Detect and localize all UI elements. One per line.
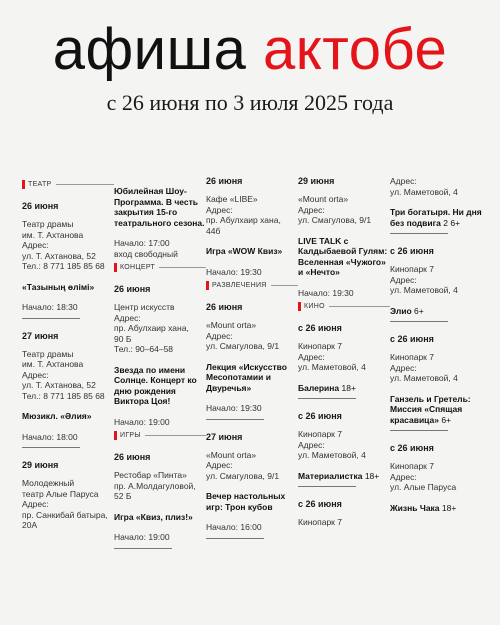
venue-line: Кинопарк 7: [390, 264, 434, 274]
event-title: [114, 186, 206, 228]
entry-separator: [22, 447, 80, 448]
category-marker-icon: [206, 281, 209, 290]
venue-line: им. Т. Ахтанова: [22, 229, 84, 240]
event-date: с 26 июня: [390, 334, 434, 344]
event-title: [390, 503, 482, 514]
event-title-text: Игра «WOW Квиз»: [206, 246, 283, 256]
event-title-text: Жизнь Чака: [390, 502, 440, 513]
venue-line: Тел.: 8 771 185 85 68: [22, 390, 105, 401]
event-date: 26 июня: [206, 176, 243, 186]
event-title: [206, 362, 298, 394]
event-title: [114, 365, 206, 407]
venue-line: 90 Б: [114, 333, 132, 344]
entry-separator: [298, 398, 356, 399]
venue-line: им. Т. Ахтанова: [22, 359, 84, 369]
venue-line: ул. Смагулова, 9/1: [298, 215, 372, 225]
event-title-text: Три богатыря. Ни дня без подвига: [390, 207, 482, 228]
event-title: [206, 246, 298, 257]
venue-line: Адрес:: [22, 499, 49, 509]
venue-line: Адрес:: [390, 471, 417, 482]
venue-info: [22, 349, 114, 402]
venue-line: ул. Маметовой, 4: [390, 373, 458, 383]
venue-info: [206, 450, 298, 482]
venue-line: Кинопарк 7: [298, 429, 342, 439]
venue-line: Адрес:: [390, 362, 417, 373]
event-title: [390, 306, 482, 317]
category-marker-icon: [298, 302, 301, 311]
event-title: [22, 282, 114, 293]
entry-separator: [22, 318, 80, 319]
venue-line: Театр драмы: [22, 219, 74, 229]
event-title: [298, 471, 390, 482]
venue-info: [390, 461, 482, 493]
category-label: КОНЦЕРТ: [120, 263, 156, 271]
start-time: Начало: 18:00: [22, 431, 78, 442]
venue-line: ул. Смагулова, 9/1: [206, 470, 280, 481]
venue-info: [298, 194, 390, 226]
entry-separator: [298, 486, 356, 487]
venue-line: Рестобар «Пинта»: [114, 470, 187, 480]
venue-line: 20А: [22, 520, 38, 530]
category-label: КИНО: [304, 302, 325, 310]
category-label: РАЗВЛЕЧЕНИЯ: [212, 281, 267, 289]
venue-line: Адрес:: [206, 460, 233, 470]
event-title-text: Мюзикл. «Әлия»: [22, 411, 92, 421]
venue-line: ул. Т. Ахтанова, 52: [22, 380, 96, 390]
venue-line: ул. Алые Паруса: [390, 482, 457, 492]
venue-info: [390, 352, 482, 384]
venue-line: вход свободный: [114, 248, 178, 259]
start-time: Начало: 16:00: [206, 522, 262, 532]
category-rule: [329, 306, 390, 307]
category-header: [114, 262, 206, 272]
category-label: ИГРЫ: [120, 431, 141, 439]
category-rule: [159, 267, 206, 268]
venue-info: [298, 341, 390, 373]
column-1: [22, 176, 114, 549]
entry-separator: [114, 548, 172, 549]
column-5: [390, 176, 482, 549]
venue-line: Адрес:: [22, 369, 49, 380]
venue-line: Кинопарк 7: [390, 352, 434, 362]
entry-separator: [206, 419, 264, 420]
age-rating: 2 6+: [440, 217, 461, 228]
venue-line: «Mount orta»: [298, 194, 349, 204]
start-time: Начало: 17:00: [114, 238, 170, 248]
event-date: 29 июня: [298, 176, 335, 186]
venue-line: пр. А.Молдагуловой,: [114, 480, 196, 491]
venue-line: Тел.: 8 771 185 85 68: [22, 261, 105, 271]
event-title: [206, 491, 298, 512]
start-time: Начало: 19:30: [206, 403, 262, 413]
venue-line: 52 Б: [114, 491, 132, 501]
event-title-text: Лекция «Искусство Месопотамии и Двуречья»: [206, 361, 287, 393]
date-range: с 26 июня по 3 июля 2025 года: [106, 90, 394, 115]
category-header: [22, 179, 114, 189]
venue-line: Кинопарк 7: [390, 461, 434, 471]
age-rating: 6+: [438, 414, 452, 425]
event-date: с 26 июня: [298, 499, 342, 509]
title-word-afisha: афиша: [52, 17, 247, 82]
venue-line: Театр драмы: [22, 348, 74, 359]
category-header: [298, 301, 390, 311]
venue-line: Адрес:: [298, 204, 325, 215]
event-title: [22, 411, 114, 422]
venue-line: Тел.: 90–64–58: [114, 344, 174, 354]
event-title: [390, 394, 482, 426]
venue-line: Центр искусств: [114, 302, 175, 312]
poster-title: [0, 18, 500, 82]
event-date: 26 июня: [114, 452, 151, 462]
age-rating: 18+: [439, 502, 457, 513]
venue-line: ул. Смагулова, 9/1: [206, 341, 280, 351]
venue-info: [390, 176, 482, 197]
category-marker-icon: [22, 180, 25, 189]
venue-line: Адрес:: [114, 312, 141, 323]
category-header: [206, 280, 298, 290]
venue-line: «Mount orta»: [206, 449, 257, 460]
event-title-text: Юбилейная Шоу-Программа. В честь закрытия 15-го театрального сезона.: [114, 186, 205, 228]
column-3: [206, 176, 298, 549]
start-time: Начало: 19:00: [114, 416, 170, 427]
venue-line: Адрес:: [22, 240, 49, 250]
event-date: 27 июня: [22, 330, 59, 341]
venue-line: «Mount orta»: [206, 320, 257, 330]
venue-line: Адрес:: [298, 351, 325, 362]
event-date: 26 июня: [206, 302, 243, 312]
event-title-text: Ганзель и Гретель: Миссия «Спящая красавица»: [390, 393, 471, 425]
event-title: [298, 383, 390, 394]
entry-separator: [390, 233, 448, 234]
event-title-text: Вечер настольных игр: Трон кубов: [206, 491, 286, 512]
event-date: с 26 июня: [390, 246, 434, 256]
event-date: с 26 июня: [298, 411, 342, 421]
venue-line: пр. Санкибай батыра,: [22, 509, 108, 520]
venue-info: [22, 478, 114, 531]
venue-line: ул. Маметовой, 4: [390, 285, 458, 295]
event-date: 29 июня: [22, 460, 59, 470]
entry-separator: [390, 430, 448, 431]
venue-line: Адрес:: [298, 439, 325, 450]
venue-line: Адрес:: [390, 274, 417, 285]
start-time: Начало: 18:30: [22, 302, 78, 312]
venue-line: 44б: [206, 225, 221, 236]
category-rule: [56, 184, 114, 185]
venue-line: пр. Абулхаир хана,: [206, 215, 281, 225]
event-title-text: Элио: [390, 305, 412, 316]
venue-info: [22, 219, 114, 272]
category-marker-icon: [114, 263, 117, 272]
start-time: Начало: 19:30: [206, 266, 262, 277]
venue-line: ул. Маметовой, 4: [298, 450, 366, 460]
age-rating: 6+: [411, 305, 424, 316]
venue-line: ул. Т. Ахтанова, 52: [22, 250, 96, 261]
venue-info: [206, 320, 298, 352]
event-title-text: Игра «Квиз, плиз!»: [114, 511, 193, 522]
venue-info: [114, 470, 206, 502]
event-title: [298, 236, 390, 278]
column-4: [298, 176, 390, 549]
event-date: с 26 июня: [298, 323, 342, 333]
age-rating: 18+: [362, 470, 380, 481]
event-title-text: Балерина: [298, 382, 340, 393]
venue-info: [298, 517, 390, 528]
category-rule: [145, 435, 206, 436]
listing-columns: [22, 176, 482, 549]
event-title-text: «Тазының өлімі»: [22, 281, 95, 292]
age-rating: 18+: [339, 382, 356, 393]
column-2: [114, 176, 206, 549]
venue-info: [206, 194, 298, 236]
event-title: [390, 207, 482, 228]
event-date: с 26 июня: [390, 443, 434, 453]
category-label: ТЕАТР: [28, 180, 52, 188]
poster-header: [0, 18, 500, 116]
venue-line: пр. Абулхаир хана,: [114, 323, 189, 333]
venue-line: ул. Маметовой, 4: [298, 362, 366, 372]
venue-line: театр Алые Паруса: [22, 488, 99, 499]
venue-line: ул. Маметовой, 4: [390, 186, 458, 197]
event-date: 26 июня: [114, 284, 151, 294]
venue-line: Адрес:: [206, 330, 233, 341]
category-marker-icon: [114, 431, 117, 440]
event-title: [114, 512, 206, 523]
venue-line: Молодежный: [22, 478, 75, 488]
venue-line: Кинопарк 7: [298, 341, 342, 351]
start-time: Начало: 19:00: [114, 532, 170, 542]
venue-line: Кинопарк 7: [298, 517, 342, 527]
venue-line: Кафе «LIBE»: [206, 194, 258, 204]
start-time: Начало: 19:30: [298, 287, 354, 298]
event-title-text: Материалистка: [298, 470, 363, 481]
event-date: 26 июня: [22, 201, 59, 211]
venue-info: [298, 429, 390, 461]
venue-line: Адрес:: [206, 204, 233, 215]
venue-info: [114, 249, 206, 260]
entry-separator: [206, 538, 264, 539]
title-word-city: актобе: [263, 17, 448, 82]
category-header: [114, 430, 206, 440]
entry-separator: [390, 321, 448, 322]
category-rule: [271, 285, 298, 286]
event-date: 27 июня: [206, 431, 243, 442]
event-title-text: LIVE TALK с Калдыбаевой Гулям: Вселенная «Чужого» и «Нечто»: [298, 235, 388, 277]
venue-info: [114, 302, 206, 355]
venue-line: Адрес:: [390, 176, 417, 186]
event-title-text: Звезда по имени Солнце. Концерт ко дню рождения Виктора Цоя!: [114, 364, 197, 406]
venue-info: [390, 264, 482, 296]
